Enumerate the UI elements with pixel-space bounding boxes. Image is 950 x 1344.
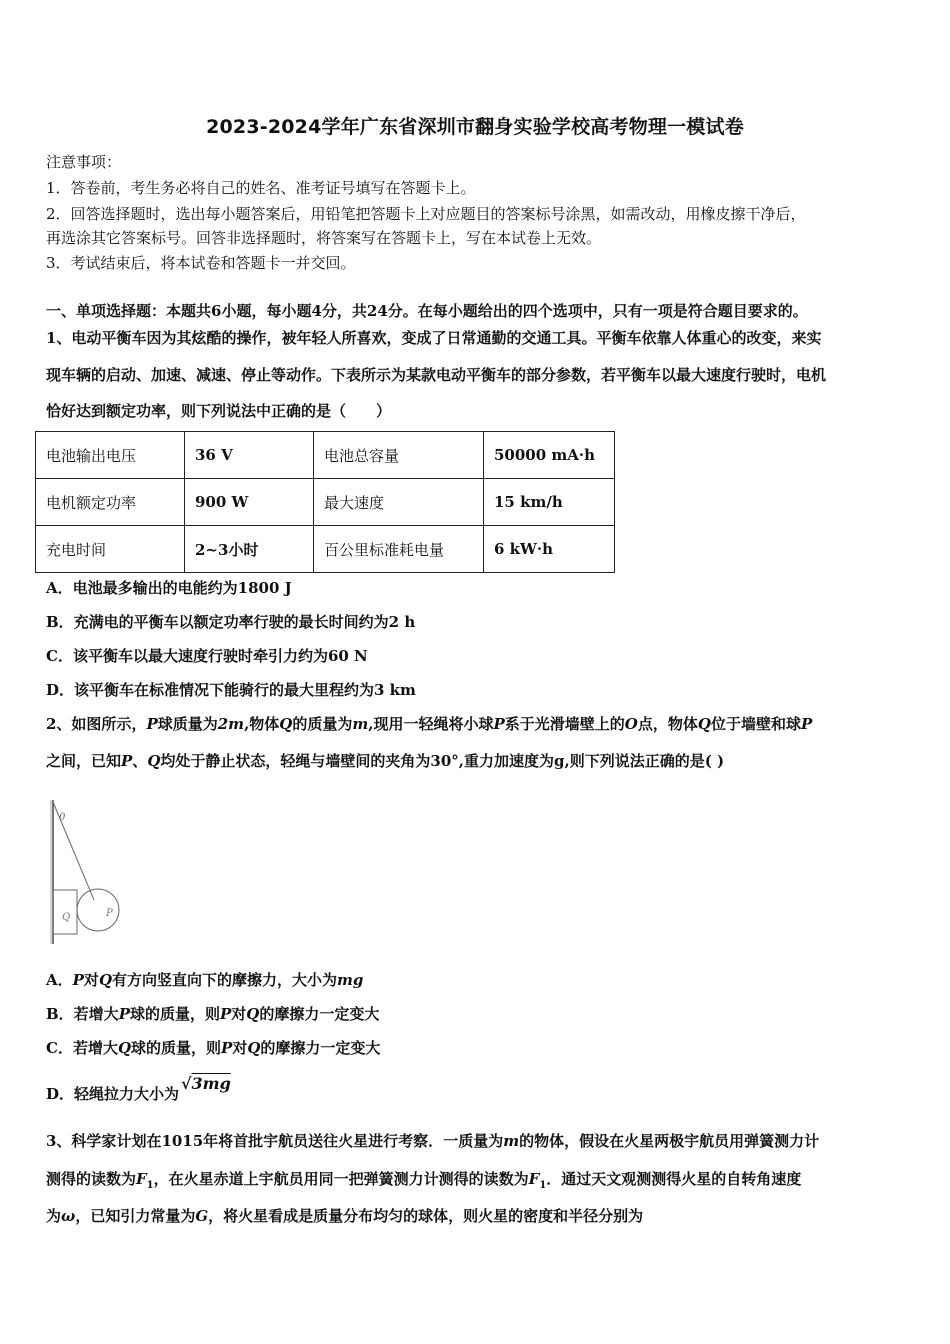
q1-option-a: A．电池最多输出的电能约为1800 J xyxy=(46,579,292,597)
table-cell: 百公里标准耗电量 xyxy=(314,526,484,573)
ball-label: P xyxy=(106,908,113,919)
notice-heading: 注意事项： xyxy=(46,153,122,171)
table-row xyxy=(36,526,615,573)
q2-option-c: C．若增大Q球的质量，则P对Q的摩擦力一定变大 xyxy=(46,1039,381,1057)
block-label: Q xyxy=(62,912,71,923)
table-cell: 电池总容量 xyxy=(314,432,484,479)
q1-option-c: C．该平衡车以最大速度行驶时牵引力约为60 N xyxy=(46,647,368,665)
table-row xyxy=(36,432,615,479)
table-cell: 900 W xyxy=(185,479,314,526)
table-cell: 36 V xyxy=(185,432,314,479)
notice-item: 2．回答选择题时，选出每小题答案后，用铅笔把答题卡上对应题目的答案标号涂黑，如需改动，用橡皮擦干净后， xyxy=(46,205,806,223)
q1-stem-line: 1、电动平衡车因为其炫酷的操作，被年轻人所喜欢，变成了日常通勤的交通工具。平衡车依靠人体重心的改变，来实 xyxy=(46,329,822,347)
q1-option-b: B．充满电的平衡车以额定功率行驶的最长时间约为2 h xyxy=(46,613,416,631)
notice-item: 3．考试结束后，将本试卷和答题卡一并交回。 xyxy=(46,254,356,272)
table-cell: 50000 mA·h xyxy=(484,432,615,479)
q2-option-a: A．P对Q有方向竖直向下的摩擦力，大小为mg xyxy=(46,971,364,989)
q1-option-d: D．该平衡车在标准情况下能骑行的最大里程约为3 km xyxy=(46,681,416,699)
section-heading: 一、单项选择题：本题共6小题，每小题4分，共24分。在每小题给出的四个选项中，只有一项是符合题目要求的。 xyxy=(46,302,808,320)
point-o-label: 0 xyxy=(59,812,66,823)
q1-stem-line: 恰好达到额定功率，则下列说法中正确的是（ ） xyxy=(46,402,392,420)
table-cell: 电机额定功率 xyxy=(36,479,185,526)
notice-item: 再选涂其它答案标号。回答非选择题时，将答案写在答题卡上，写在本试卷上无效。 xyxy=(46,229,602,247)
q1-stem-line: 现车辆的启动、加速、减速、停止等动作。下表所示为某款电动平衡车的部分参数，若平衡车以最大速度行驶时，电机 xyxy=(46,366,827,384)
table-cell: 2~3小时 xyxy=(185,526,314,573)
table-cell: 最大速度 xyxy=(314,479,484,526)
q3-stem-line: 3、科学家计划在1015年将首批宇航员送往火星进行考察．一质量为m的物体，假设在火星两极宇航员用弹簧测力计 xyxy=(46,1132,820,1150)
notice-item: 1．答卷前，考生务必将自己的姓名、准考证号填写在答题卡上。 xyxy=(46,179,476,197)
q2-option-b: B．若增大P球的质量，则P对Q的摩擦力一定变大 xyxy=(46,1005,380,1023)
page-title: 2023-2024学年广东省深圳市翻身实验学校高考物理一模试卷 xyxy=(206,116,744,138)
table-row xyxy=(36,479,615,526)
table-cell: 15 km/h xyxy=(484,479,615,526)
sqrt-expression: √3mg xyxy=(181,1074,231,1093)
table-cell: 电池输出电压 xyxy=(36,432,185,479)
parameter-table xyxy=(35,431,615,573)
q3-stem-line: 为ω，已知引力常量为G，将火星看成是质量分布均匀的球体，则火星的密度和半径分别为 xyxy=(46,1207,644,1225)
q2-stem-line: 之间，已知P、Q均处于静止状态，轻绳与墙壁间的夹角为30°,重力加速度为g,则下列说法正确的是( ) xyxy=(46,752,725,770)
q3-stem-line: 测得的读数为$F_1$，在火星赤道上宇航员用同一把弹簧测力计测得的读数为$F_1$．通过天文观测测得火星的自转角速度 xyxy=(46,1170,802,1191)
q2-stem-line: 2、如图所示，P球质量为2m,物体Q的质量为m,现用一轻绳将小球P系于光滑墙壁上的O点，物体Q位于墙壁和球P xyxy=(46,715,813,733)
wall-ball-diagram xyxy=(44,798,128,948)
q2-option-d: D．轻绳拉力大小为√3mg xyxy=(46,1074,231,1103)
table-cell: 充电时间 xyxy=(36,526,185,573)
table-cell: 6 kW·h xyxy=(484,526,615,573)
